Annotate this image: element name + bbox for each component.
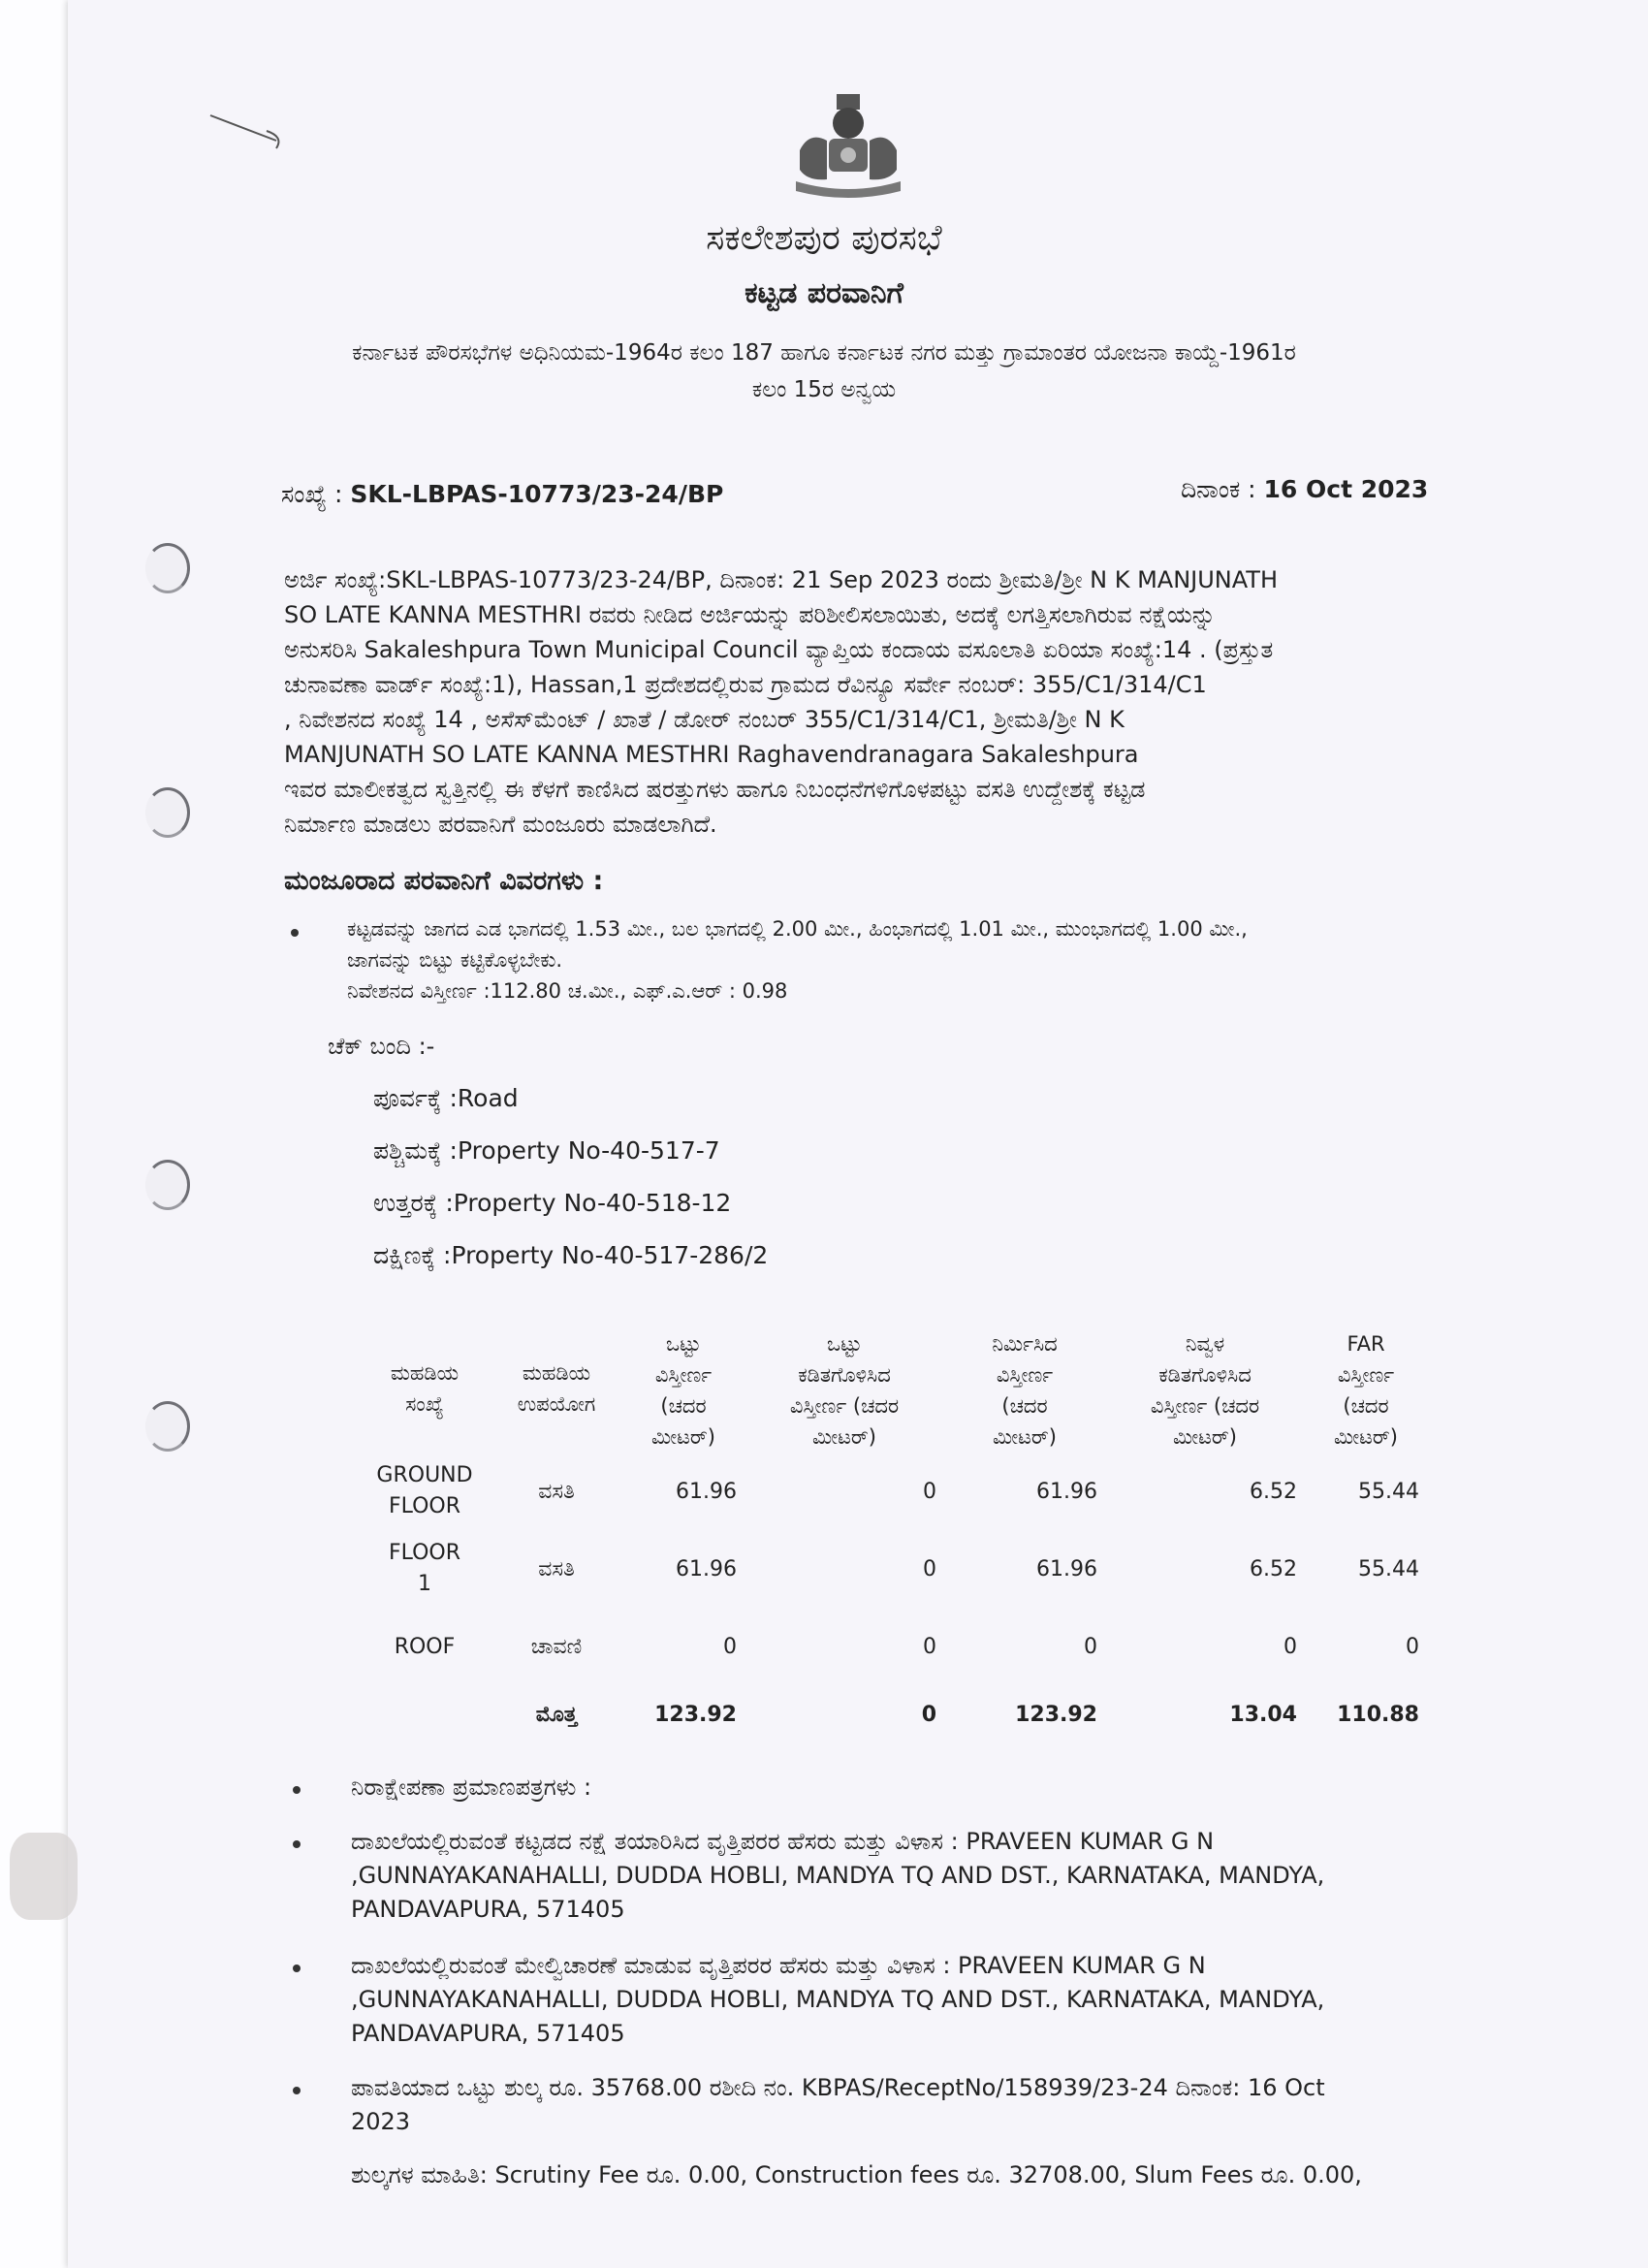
punch-hole bbox=[145, 787, 190, 838]
body-line: SO LATE KANNA MESTHRI ರವರು ನೀಡಿದ ಅರ್ಜಿಯನ್ನು ಪರಿಶೀಲಿಸಲಾಯಿತು, ಅದಕ್ಕೆ ಲಗತ್ತಿಸಲಾಗಿರುವ ನಕ್ಷೆಯನ್ನು bbox=[284, 601, 1216, 628]
bullet-dot bbox=[293, 1786, 301, 1794]
total-area-cell: 123.92 bbox=[654, 1702, 737, 1727]
punch-hole bbox=[145, 1401, 190, 1452]
fee-info: ಶುಲ್ಕಗಳ ಮಾಹಿತಿ: Scrutiny Fee ರೂ. 0.00, Construction fees ರೂ. 32708.00, Slum Fees ರೂ. 0.00, bbox=[351, 2161, 1362, 2188]
table-row bbox=[359, 1608, 1427, 1685]
supervisor-line-2: ,GUNNAYAKANAHALLI, DUDDA HOBLI, MANDYA TQ AND DST., KARNATAKA, MANDYA, bbox=[351, 1986, 1325, 2013]
total-blank-cell bbox=[359, 1685, 491, 1743]
act-reference bbox=[0, 335, 1648, 408]
architect-line-1: ದಾಖಲೆಯಲ್ಲಿರುವಂತೆ ಕಟ್ಟಡದ ನಕ್ಷೆ ತಯಾರಿಸಿದ ವೃತ್ತಿಪರರ ಹೆಸರು ಮತ್ತು ವಿಳಾಸ : PRAVEEN KUMAR G N bbox=[351, 1828, 1215, 1855]
total-area-cell: 61.96 bbox=[676, 1556, 737, 1581]
reference-number bbox=[281, 480, 723, 509]
setback-details bbox=[347, 913, 1433, 1006]
net-deducted-cell: 13.04 bbox=[1229, 1702, 1297, 1727]
deducted-area-cell: 0 bbox=[923, 1634, 936, 1659]
body-line: ಅರ್ಜಿ ಸಂಖ್ಯೆ:SKL-LBPAS-10773/23-24/BP, ದಿನಾಂಕ: 21 Sep 2023 ರಂದು ಶ್ರೀಮತಿ/ಶ್ರೀ N K MANJUNATH bbox=[284, 566, 1279, 593]
body-line: MANJUNATH SO LATE KANNA MESTHRI Raghavendranagara Sakaleshpura bbox=[284, 741, 1139, 768]
far-area-cell: 55.44 bbox=[1358, 1479, 1419, 1504]
check-bandi-label: ಚೆಕ್ ಬಂದಿ :- bbox=[328, 1033, 435, 1060]
header-text: ಒಟ್ಟು ಕಡಿತಗೊಳಿಸಿದ ವಿಸ್ತೀರ್ಣ (ಚದರ ಮೀಟರ್) bbox=[789, 1332, 900, 1449]
stain-mark bbox=[10, 1833, 78, 1920]
column-header bbox=[944, 1328, 1105, 1453]
column-header bbox=[1305, 1328, 1427, 1453]
plot-area-line: ನಿವೇಶನದ ವಿಸ್ತೀರ್ಣ :112.80 ಚ.ಮೀ., ಎಫ್.ಎ.ಆರ್ : 0.98 bbox=[347, 979, 788, 1003]
details-heading: ಮಂಜೂರಾದ ಪರವಾನಿಗೆ ವಿವರಗಳು : bbox=[284, 866, 604, 896]
supervisor-line-1: ದಾಖಲೆಯಲ್ಲಿರುವಂತೆ ಮೇಲ್ವಿಚಾರಣೆ ಮಾಡುವ ವೃತ್ತಿಪರರ ಹೆಸರು ಮತ್ತು ವಿಳಾಸ : PRAVEEN KUMAR G N bbox=[351, 1952, 1206, 1979]
built-area-cell: 123.92 bbox=[1015, 1702, 1097, 1727]
issue-date bbox=[1181, 475, 1428, 504]
bullet-dot bbox=[291, 929, 299, 937]
deducted-area-cell: 0 bbox=[923, 1479, 936, 1504]
authority-name: ಸಕಲೇಶಪುರ ಪುರಸಭೆ bbox=[706, 218, 942, 258]
architect-line-3: PANDAVAPURA, 571405 bbox=[351, 1896, 625, 1923]
column-header bbox=[745, 1328, 944, 1453]
architect-line-2: ,GUNNAYAKANAHALLI, DUDDA HOBLI, MANDYA TQ AND DST., KARNATAKA, MANDYA, bbox=[351, 1862, 1325, 1889]
table-row bbox=[359, 1453, 1427, 1530]
usage-cell: ವಸತಿ bbox=[538, 1556, 575, 1581]
built-area-cell: 0 bbox=[1084, 1634, 1097, 1659]
boundary-west: ಪಶ್ಚಿಮಕ್ಕೆ :Property No-40-517-7 bbox=[373, 1136, 720, 1165]
total-area-cell: 61.96 bbox=[676, 1479, 737, 1504]
noc-label: ನಿರಾಕ್ಷೇಪಣಾ ಪ್ರಮಾಣಪತ್ರಗಳು : bbox=[351, 1773, 592, 1801]
header-text: FAR ವಿಸ್ತೀರ್ಣ (ಚದರ ಮೀಟರ್) bbox=[1334, 1332, 1398, 1449]
issue-date-label: ದಿನಾಂಕ : bbox=[1181, 475, 1264, 503]
table-total-row bbox=[359, 1685, 1427, 1743]
floor-cell: FLOOR 1 bbox=[388, 1541, 461, 1596]
boundary-east: ಪೂರ್ವಕ್ಕೆ :Road bbox=[373, 1084, 519, 1112]
document-title: ಕಟ್ಟಡ ಪರವಾನಿಗೆ bbox=[745, 276, 903, 310]
supervisor-line-3: PANDAVAPURA, 571405 bbox=[351, 2020, 625, 2047]
body-line: ಇವರ ಮಾಲೀಕತ್ವದ ಸ್ವತ್ತಿನಲ್ಲಿ ಈ ಕೆಳಗೆ ಕಾಣಿಸಿದ ಷರತ್ತುಗಳು ಹಾಗೂ ನಿಬಂಧನೆಗಳಿಗೊಳಪಟ್ಟು ವಸತಿ ಉದ್ದೇಶಕ್ಕೆ ಕಟ್ಟಡ bbox=[284, 776, 1146, 803]
total-label-cell: ಮೊತ್ತ bbox=[535, 1702, 578, 1727]
deducted-area-cell: 0 bbox=[923, 1556, 936, 1581]
architect-details bbox=[351, 1825, 1456, 1927]
permit-body bbox=[284, 562, 1428, 842]
setback-line-1: ಕಟ್ಟಡವನ್ನು ಜಾಗದ ಎಡ ಭಾಗದಲ್ಲಿ 1.53 ಮೀ., ಬಲ ಭಾಗದಲ್ಲಿ 2.00 ಮೀ., ಹಿಂಭಾಗದಲ್ಲಿ 1.01 ಮೀ., ಮುಂಭಾಗದಲ್ಲಿ 1.00 ಮೀ., bbox=[347, 917, 1248, 941]
far-area-cell: 110.88 bbox=[1337, 1702, 1419, 1727]
far-area-cell: 0 bbox=[1406, 1634, 1419, 1659]
column-header bbox=[491, 1328, 622, 1453]
net-deducted-cell: 6.52 bbox=[1250, 1556, 1297, 1581]
header-text: ಒಟ್ಟು ವಿಸ್ತೀರ್ಣ (ಚದರ ಮೀಟರ್) bbox=[651, 1332, 715, 1449]
built-area-cell: 61.96 bbox=[1036, 1479, 1097, 1504]
supervisor-details bbox=[351, 1949, 1456, 2051]
body-line: ಅನುಸರಿಸಿ Sakaleshpura Town Municipal Council ವ್ಯಾಪ್ತಿಯ ಕಂದಾಯ ವಸೂಲಾತಿ ಏರಿಯಾ ಸಂಖ್ಯೆ:14 . (ಪ್ರಸ್ತುತ bbox=[284, 636, 1274, 663]
column-header bbox=[359, 1328, 491, 1453]
far-area-cell: 55.44 bbox=[1358, 1556, 1419, 1581]
fee-line-1: ಪಾವತಿಯಾದ ಒಟ್ಟು ಶುಲ್ಕ ರೂ. 35768.00 ರಶೀದಿ ನಂ. KBPAS/ReceptNo/158939/23-24 ದಿನಾಂಕ: 16 Oct bbox=[351, 2074, 1325, 2101]
bullet-dot bbox=[293, 2087, 301, 2094]
header-text: ಮಹಡಿಯ ಉಪಯೋಗ bbox=[517, 1361, 596, 1416]
header-text: ನಿವ್ವಳ ಕಡಿತಗೊಳಿಸಿದ ವಿಸ್ತೀರ್ಣ (ಚದರ ಮೀಟರ್) bbox=[1150, 1332, 1260, 1449]
deducted-area-cell: 0 bbox=[921, 1702, 936, 1727]
act-line-2: ಕಲಂ 15ರ ಅನ್ವಯ bbox=[751, 377, 897, 402]
boundary-north: ಉತ್ತರಕ್ಕೆ :Property No-40-518-12 bbox=[373, 1189, 732, 1217]
floor-cell: GROUND FLOOR bbox=[376, 1463, 473, 1518]
body-line: , ನಿವೇಶನದ ಸಂಖ್ಯೆ 14 , ಅಸೆಸ್‌ಮೆಂಟ್ / ಖಾತೆ / ಡೋರ್ ನಂಬರ್ 355/C1/314/C1, ಶ್ರೀಮತಿ/ಶ್ರೀ N K bbox=[284, 706, 1125, 733]
total-area-cell: 0 bbox=[723, 1634, 737, 1659]
body-line: ಚುನಾವಣಾ ವಾರ್ಡ್ ಸಂಖ್ಯೆ:1), Hassan,1 ಪ್ರದೇಶದಲ್ಲಿರುವ ಗ್ರಾಮದ ರೆವಿನ್ಯೂ ಸರ್ವೇ ನಂಬರ್: 355/C1/314/C1 bbox=[284, 671, 1207, 698]
column-header bbox=[622, 1328, 745, 1453]
net-deducted-cell: 6.52 bbox=[1250, 1479, 1297, 1504]
bullet-dot bbox=[293, 1840, 301, 1848]
usage-cell: ಚಾವಣಿ bbox=[530, 1634, 583, 1659]
table-header-row bbox=[359, 1328, 1427, 1453]
reference-number-value: SKL-LBPAS-10773/23-24/BP bbox=[350, 480, 724, 508]
body-line: ನಿರ್ಮಾಣ ಮಾಡಲು ಪರವಾನಿಗೆ ಮಂಜೂರು ಮಾಡಲಾಗಿದೆ. bbox=[284, 811, 717, 838]
pen-mark bbox=[208, 112, 286, 150]
bullet-dot bbox=[293, 1965, 301, 1972]
punch-hole bbox=[145, 543, 190, 593]
karnataka-emblem-icon bbox=[790, 92, 906, 199]
header-text: ನಿರ್ಮಿಸಿದ ವಿಸ್ತೀರ್ಣ (ಚದರ ಮೀಟರ್) bbox=[992, 1332, 1058, 1449]
setback-line-2: ಜಾಗವನ್ನು ಬಿಟ್ಟು ಕಟ್ಟಿಕೊಳ್ಳಬೇಕು. bbox=[347, 948, 563, 972]
usage-cell: ವಸತಿ bbox=[538, 1479, 575, 1504]
floor-area-table bbox=[359, 1328, 1427, 1743]
floor-cell: ROOF bbox=[394, 1634, 456, 1659]
built-area-cell: 61.96 bbox=[1036, 1556, 1097, 1581]
header-text: ಮಹಡಿಯ ಸಂಖ್ಯೆ bbox=[390, 1361, 460, 1416]
fee-details bbox=[351, 2071, 1456, 2139]
act-line-1: ಕರ್ನಾಟಕ ಪೌರಸಭೆಗಳ ಅಧಿನಿಯಮ-1964ರ ಕಲಂ 187 ಹಾಗೂ ಕರ್ನಾಟಕ ನಗರ ಮತ್ತು ಗ್ರಾಮಾಂತರ ಯೋಜನಾ ಕಾಯ್ದೆ-1961ರ bbox=[352, 340, 1296, 366]
column-header bbox=[1105, 1328, 1305, 1453]
issue-date-value: 16 Oct 2023 bbox=[1263, 475, 1429, 503]
punch-hole bbox=[145, 1160, 190, 1210]
fee-line-2: 2023 bbox=[351, 2108, 411, 2135]
table-row bbox=[359, 1530, 1427, 1608]
boundary-south: ದಕ್ಷಿಣಕ್ಕೆ :Property No-40-517-286/2 bbox=[373, 1241, 769, 1269]
reference-number-label: ಸಂಖ್ಯೆ : bbox=[281, 480, 351, 508]
net-deducted-cell: 0 bbox=[1284, 1634, 1297, 1659]
